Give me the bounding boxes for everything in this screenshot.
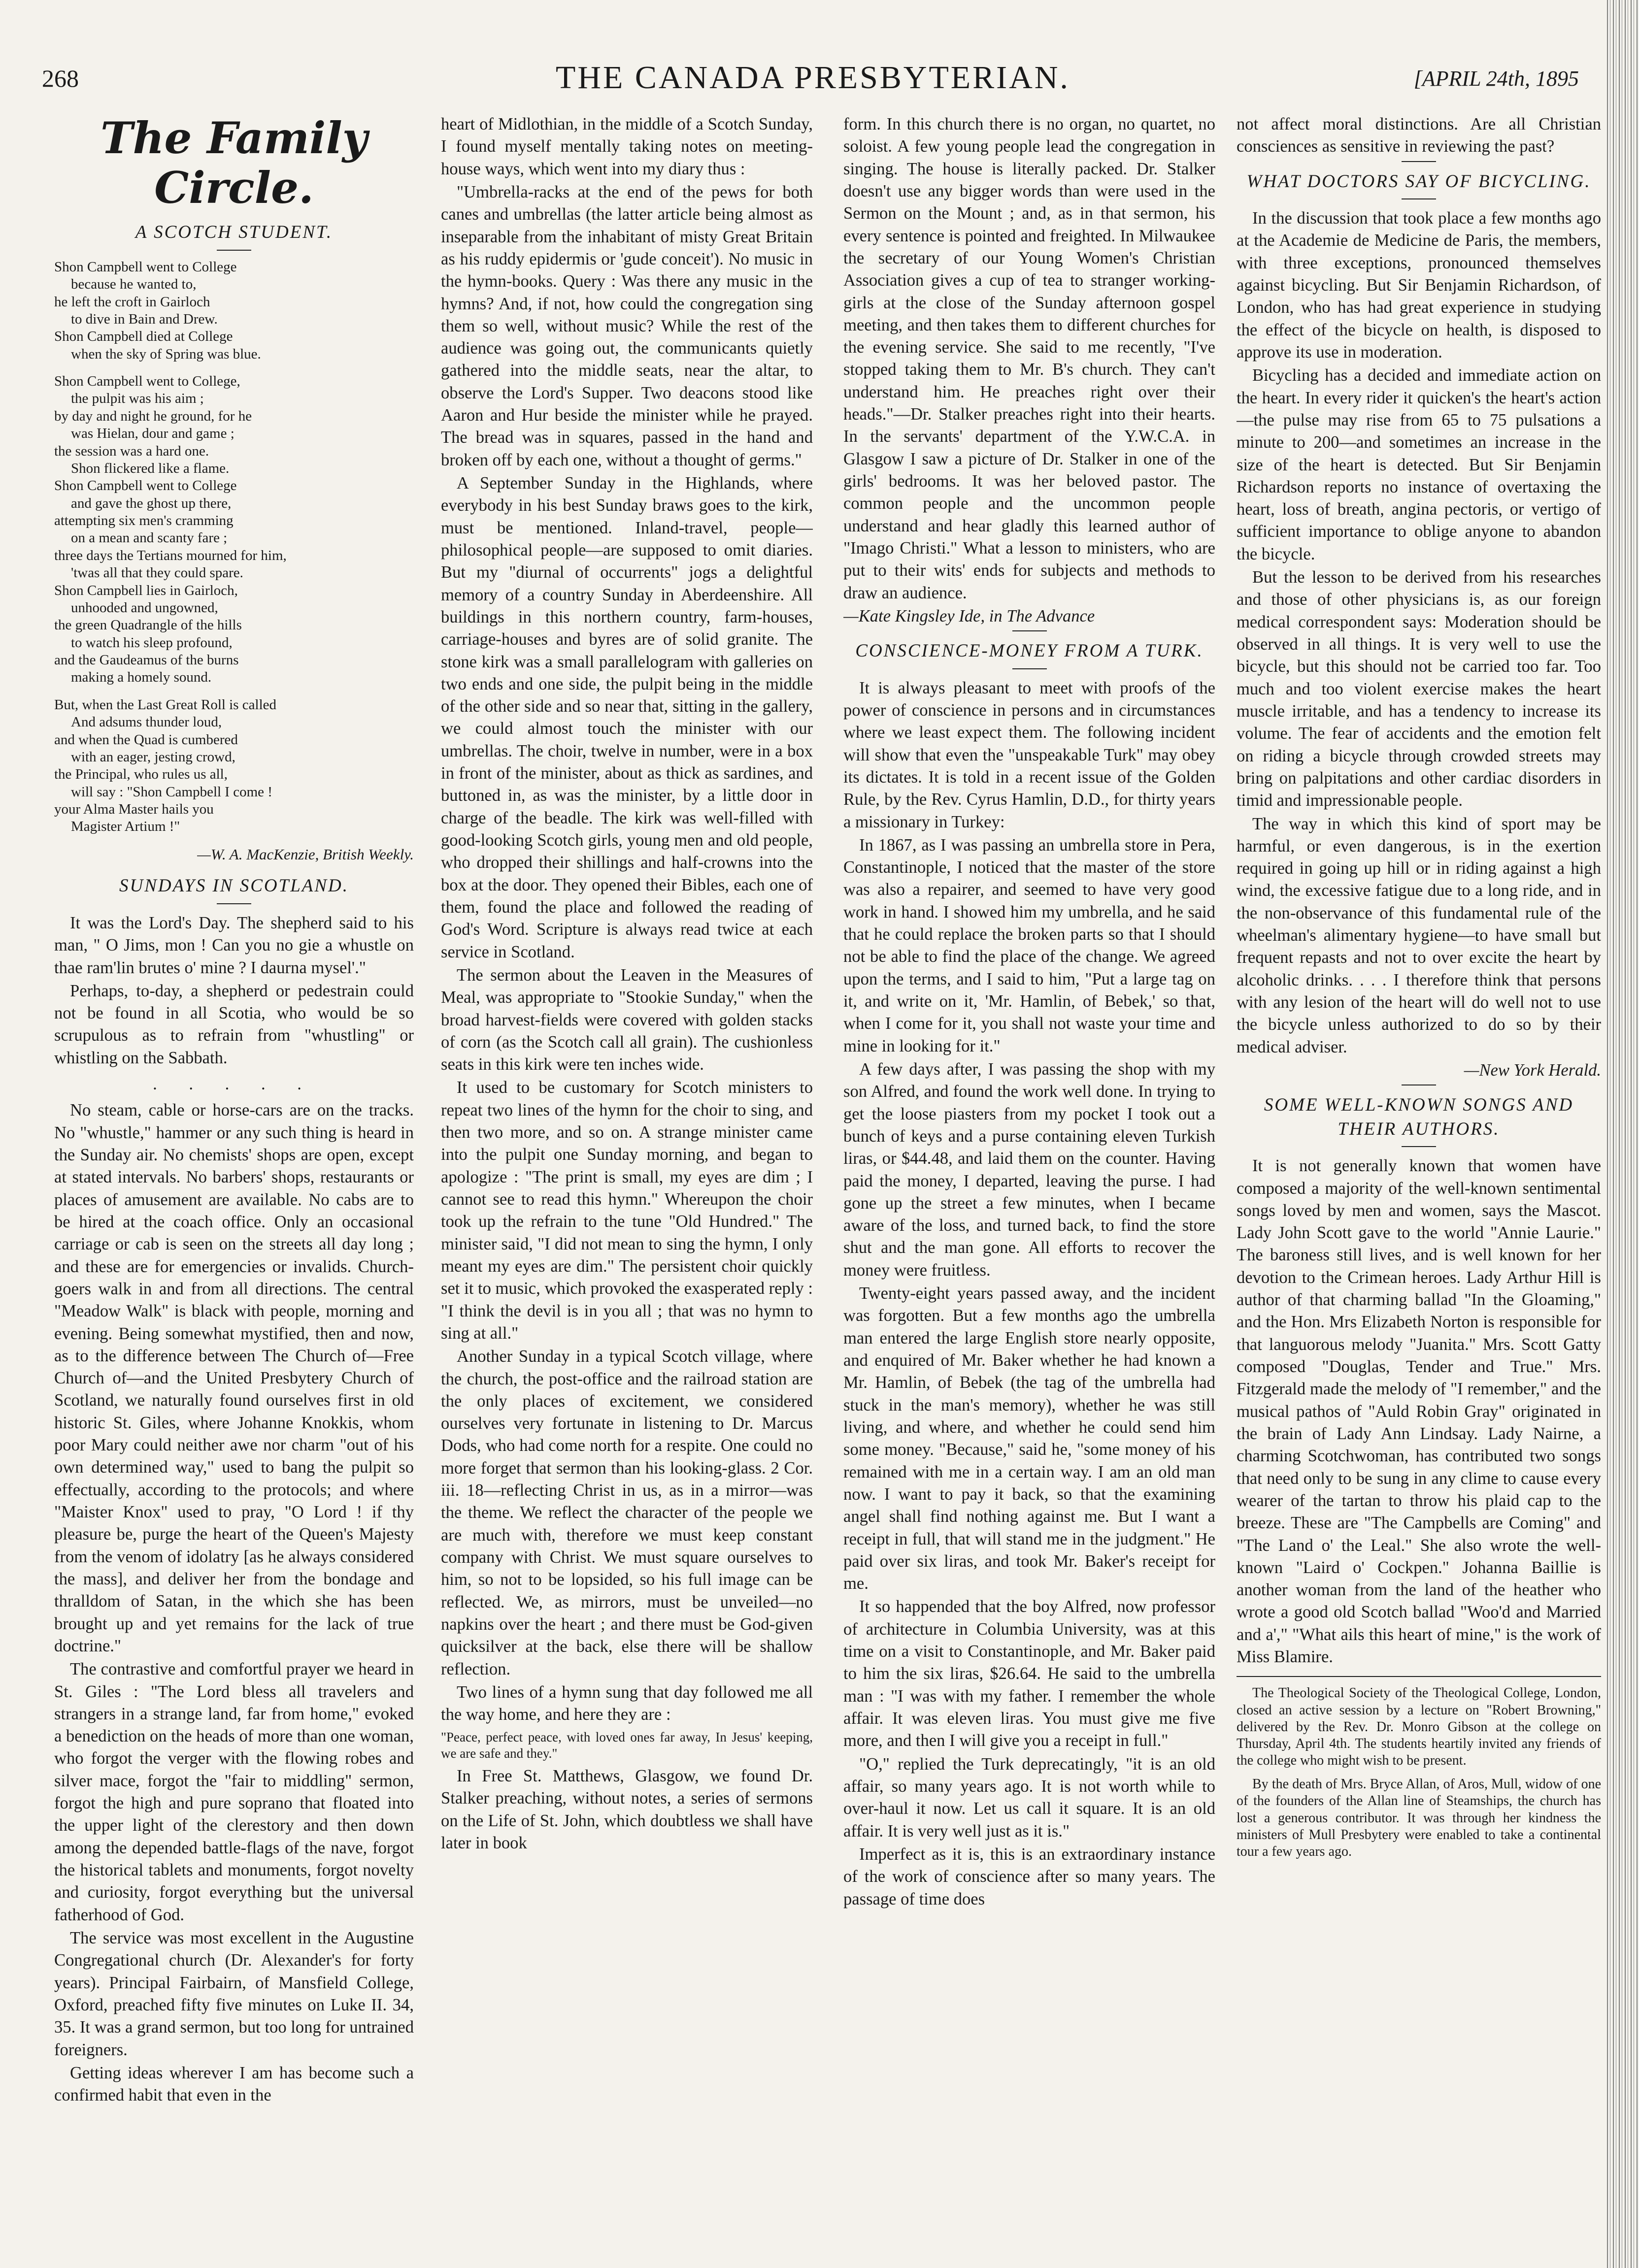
article-title: WHAT DOCTORS SAY OF BICYCLING.	[1246, 171, 1591, 192]
column-1	[54, 113, 414, 2246]
article-credit: —New York Herald.	[1464, 1060, 1601, 1080]
article-title: SOME WELL-KNOWN SONGS AND THEIR AUTHORS.	[1264, 1095, 1574, 1139]
paragraph: "Umbrella-racks at the end of the pews for both canes and umbrellas (the latter article being almost as inseparable from the inhabitant of misty Great Britain as his ruddy epidermis or 'gude conceit'). No music in the hymn-books. Query : Was there any music in the hymns? And, if not, how could the congregation sing them so well, without music? While the rest of the audience was going out, the communicants quietly gathered into the middle seats, near the altar, to observe the Lord's Supper. Two deacons stood like Aaron and Hur beside the minister while he prayed. The bread was in squares, passed in the hand and broken off by each one, without a thought of germs."	[441, 182, 813, 469]
paragraph: It is always pleasant to meet with proofs of the power of conscience in persons and in circumstances where we least expect them. The following incident will show that even the "unspeakable Turk" may obey its dictates. It is told in a recent issue of the Golden Rule, by the Rev. Cyrus Hamlin, D.D., for thirty years a missionary in Turkey:	[843, 678, 1215, 831]
poem-line: your Alma Master hails you	[54, 801, 214, 818]
poem-line: the Principal, who rules us all,	[54, 766, 228, 783]
page-header	[27, 59, 1599, 103]
poem-line: Shon Campbell died at College	[54, 329, 233, 345]
poem-line: the pulpit was his aim ;	[71, 391, 204, 407]
paragraph: A September Sunday in the Highlands, where everybody in his best Sunday braws goes to the kirk, must be mentioned. Inland-travel, people—philosophical people—are supposed to omit diaries. But my "diurnal of occurrents" jogs a delightful memory of a country Sunday in Aberdeenshire. All buildings in this northern country, farm-houses, carriage-houses and byres are of solid granite. The stone kirk was a small parallelogram with galleries on two ends and one side, the pulpit being in the middle of the other side and so near that, sitting in the gallery, we could almost touch the minister with our umbrellas. The choir, twelve in number, were in a box in front of the minister, about as thick as sardines, and buttoned in, as was the minister, by a little door in charge of the beadle. The kirk was well-filled with good-looking Scotch girls, young men and old people, who dropped their shillings and half-crowns into the box at the door. They opened their Bibles, each one of them, found the place and followed the reading of God's Word. Scripture is always read twice at each service in Scotland.	[441, 474, 813, 961]
paragraph: The sermon about the Leaven in the Measures of Meal, was appropriate to "Stookie Sunday," when the broad harvest-fields were covered with golden stacks of corn (as the Scotch call all grain). The cushionless seats in this kirk were ten inches wide.	[441, 965, 813, 1074]
poem-line: But, when the Last Great Roll is called	[54, 696, 277, 713]
poem-line: attempting six men's cramming	[54, 513, 234, 529]
poem-line: when the sky of Spring was blue.	[71, 346, 261, 362]
poem-line: to dive in Bain and Drew.	[71, 311, 218, 327]
poem-line: was Hielan, dour and game ;	[71, 426, 234, 442]
divider	[1012, 630, 1047, 631]
poem-line: and when the Quad is cumbered	[54, 731, 238, 748]
poem-line: he left the croft in Gairloch	[54, 294, 210, 310]
paragraph: Getting ideas wherever I am has become such a confirmed habit that even in the	[54, 2063, 414, 2105]
paragraph: Imperfect as it is, this is an extraordinary instance of the work of conscience after so many years. The passage of time does	[843, 1844, 1215, 1908]
paragraph: In Free St. Matthews, Glasgow, we found Dr. Stalker preaching, without notes, a series of sermons on the Life of St. John, which doubtless we shall have later in book	[441, 1767, 813, 1852]
column-2	[441, 113, 813, 2246]
poem-line: by day and night he ground, for he	[54, 408, 252, 424]
divider	[217, 250, 251, 251]
paragraph: It is not generally known that women have composed a majority of the well-known sentimental songs loved by men and women, says the Mascot. Lady John Scott gave to the world "Annie Laurie." The baroness still lives, and is well known for her devotion to the Crimean heroes. Lady Arthur Hill is author of that charming ballad "In the Gloaming," and the Hon. Mrs Elizabeth Norton is responsible for that languorous melody "Juanita." Mrs. Scott Gatty composed "Douglas, Tender and True." Mrs. Fitzgerald made the melody of "I remember," and the musical pathos of "Auld Robin Gray" originated in the brain of Lady Ann Lindsay. Lady Nairne, a charming Scotchwoman, has contributed two songs that need only to be sung in any clime to cause every wearer of the tartan to throw his plaid cap to the breeze. These are "The Campbells are Coming" and "The Land o' the Leal." She also wrote the well-known "Laird o' Cockpen." Johanna Baillie is another woman from the land of the heather who wrote a good old Scotch ballad "Woo'd and Married and a'," "What ails this heart of mine," is the work of Miss Blamire.	[1237, 1156, 1601, 1667]
poem-line	[54, 687, 414, 696]
poem-line: to watch his sleep profound,	[71, 634, 233, 651]
divider	[1402, 161, 1436, 162]
column-3	[843, 113, 1215, 2246]
poem-line: because he wanted to,	[71, 276, 197, 293]
divider	[1402, 198, 1436, 199]
issue-date: [APRIL 24th, 1895	[1413, 66, 1579, 91]
poem-line: Shon Campbell went to College,	[54, 373, 240, 390]
paragraph: form. In this church there is no organ, no quartet, no soloist. A few young people lead the congregation in singing. The house is literally packed. Dr. Stalker doesn't use any bigger words than were used in the Sermon on the Mount ; and, as in that sermon, his every sentence is pointed and freighted. In Milwaukee the secretary of our Young Women's Christian Association gives a cup of tea to stranger working-girls at the close of the Sunday afternoon gospel meeting, and then takes them to different churches for the evening service. She said to me recently, "I've stopped taking them to Mr. B's church. They can't understand him. He preaches right over their heads."—Dr. Stalker preaches right into their hearts. In the servants' department of the Y.W.C.A. in Glasgow I saw a picture of Dr. Stalker in one of the girls' bedrooms. It was her beloved pastor. The common people and the uncommon people understand and hear gladly this learned author of "Imago Christi." What a lesson to ministers, who are put to their wits' ends for subjects and methods to draw an audience.	[843, 115, 1215, 602]
section-masthead: The Family Circle.	[100, 113, 368, 214]
poem-line	[54, 363, 414, 373]
divider	[1237, 1676, 1601, 1677]
poem-line: 'twas all that they could spare.	[71, 565, 243, 581]
paragraph: not affect moral distinctions. Are all Christian consciences as sensitive in reviewing the past?	[1237, 115, 1601, 156]
poem-line: Shon Campbell lies in Gairloch,	[54, 582, 238, 598]
paragraph: No steam, cable or horse-cars are on the tracks. No "whustle," hammer or any such thing is heard in the Sunday air. No chemists' shops are open, except at stated intervals. No barbers' shops, restaurants or places of amusement are available. No cabs are to be hired at the coach office. Only an occasional carriage or cab is seen on the streets all day long ; and these are for emergencies or invalids. Church-goers walk in and from all directions. The central "Meadow Walk" is black with people, morning and evening. Being somewhat mystified, then and now, as to the difference between The Church of—Free Church of—and the United Presbytery Church of Scotland, we naturally found ourselves first in old historic St. Giles, where Johanne Knokkis, whom poor Mary could neither awe nor charm "out of his own determined way," used to bang the pulpit so effectually, according to the protocols; and where "Maister Knox" used to pray, "O Lord ! if thy pleasure be, purge the heart of the Queen's Majesty from the venom of idolatry [as he always considered the mass], and deliver her from the bondage and thralldom of Satan, in the which she has been brought up and yet remains for the lack of true doctrine."	[54, 1101, 414, 1655]
paragraph: It was the Lord's Day. The shepherd said to his man, " O Jims, mon ! Can you no gie a whustle on thae ram'lin brutes o' mine ? I daurna mysel'."	[54, 913, 414, 977]
poem-line: the green Quadrangle of the hills	[54, 617, 242, 633]
paragraph: Twenty-eight years passed away, and the incident was forgotten. But a few months ago the umbrella man entered the large English store nearly opposite, and enquired of Mr. Baker whether he had known a Mr. Hamlin, of Bebek (the tag of the umbrella had stuck in the man's memory), whether he was still living, and where, and whether he could send him some money. "Because," said he, "some money of his remained with me in a certain way. I am an old man now. I want to pay it back, so that the examining angel shall find nothing against me. But I want a receipt in full, that will stand me in the judgment." He paid over six liras, and took Mr. Baker's receipt for me.	[843, 1284, 1215, 1593]
poem-line: Magister Artium !"	[71, 819, 180, 835]
paragraph: It so happended that the boy Alfred, now professor of architecture in Columbia University, was at this time on a visit to Constantinople, and Mr. Baker paid to him the six liras, $26.64. He said to the umbrella man : "I was with my father. I remember the whole affair. It was eleven liras. You must give me five more, and then I will give you a receipt in full."	[843, 1597, 1215, 1750]
paragraph: But the lesson to be derived from his researches and those of other physicians is, as our foreign medical correspondent says: Moderation should be observed in all things. It is very well to use the bicycle, but this should not be carried too far. Too much and too violent exercise makes the heart muscle irritable, and has a tendency to increase its volume. The fear of accidents and the emotion felt on riding a bicycle through crowded streets may bring on palpitations and other cardiac disorders in timid and impressionable people.	[1237, 568, 1601, 810]
paragraph: The service was most excellent in the Augustine Congregational church (Dr. Alexander's for forty years). Principal Fairbairn, of Mansfield College, Oxford, preached fifty five minutes on Luke II. 34, 35. It was a grand sermon, but too long for untrained foreigners.	[54, 1928, 414, 2059]
paragraph: The way in which this kind of sport may be harmful, or even dangerous, is in the exertion required in going up hill or in riding against a high wind, the excessive fatigue due to a long ride, and in the non-observance of this fundamental rule of the wheelman's alimentary hygiene—to have small but frequent repasts and not to over excite the heart by alcoholic drinks. . . . I therefore think that persons with any lesion of the heart will do well not to use the bicycle unless authorized to do so by their medical adviser.	[1237, 814, 1601, 1056]
publication-title: THE CANADA PRESBYTERIAN.	[556, 60, 1070, 96]
paragraph: A few days after, I was passing the shop with my son Alfred, and found the work well done. In trying to get the loose piasters from my pocket I took out a bunch of keys and a purse containing eleven Turkish liras, or $44.48, and laid them on the counter. Having paid the money, I departed, leaving the purse. I had gone up the street a few minutes, when I became aware of the loss, and turned back, to find the store shut and the man gone. All efforts to recover the money were fruitless.	[843, 1059, 1215, 1280]
paragraph: In 1867, as I was passing an umbrella store in Pera, Constantinople, I noticed that the master of the store was also a repairer, and seemed to have very good work in hand. I showed him my umbrella, and he said that he could replace the broken parts so that I should not be able to find the place of the change. We agreed upon the terms, and I said to him, "Put a large tag on it, and write on it, 'Mr. Hamlin, of Bebek,' so that, when I come for it, you shall not waste your time and mine in looking for it."	[843, 835, 1215, 1055]
poem-line: Shon flickered like a flame.	[71, 460, 230, 476]
poem-line: on a mean and scanty fare ;	[71, 530, 228, 546]
paragraph: Perhaps, to-day, a shepherd or pedestrain could not be found in all Scotia, who would be so scrupulous as to refrain from "whustling" or whistling on the Sabbath.	[54, 981, 414, 1067]
poem-line: Shon Campbell went to College	[54, 478, 237, 494]
poem-line: and the Gaudeamus of the burns	[54, 652, 239, 668]
adjacent-page-edge	[1607, 0, 1639, 2268]
poem-line: with an eager, jesting crowd,	[71, 749, 235, 765]
ornament-divider: . . . . .	[153, 1075, 315, 1094]
poem-signature: —W. A. MacKenzie, British Weekly.	[197, 845, 414, 863]
hymn-quote: "Peace, perfect peace, with loved ones far away, In Jesus' keeping, we are safe and they."	[441, 1729, 813, 1761]
poem-line: will say : "Shon Campbell I come !	[71, 784, 272, 800]
poem-line: unhooded and ungowned,	[71, 599, 218, 616]
paragraph: In the discussion that took place a few months ago at the Academie de Medicine de Paris, the members, with three exceptions, pronounced themselves against bicycling. But Sir Benjamin Richardson, of London, who has had great experience in studying the effect of the bicycle on health, is disposed to approve its use in moderation.	[1237, 209, 1601, 362]
paragraph: The contrastive and comfortful prayer we heard in St. Giles : "The Lord bless all travelers and strangers in a strange land, far from home," evoked a benediction on the heads of more than one woman, who forgot the verger with the flowing robes and silver mace, forgot the "fair to middling" sermon, forgot the high and pure soprano that floated into the upper light of the clerestory and then down among the depended battle-flags of the nave, forgot the historical tablets and monuments, forgot novelty and curiosity, forgot everything but the universal fatherhood of God.	[54, 1660, 414, 1924]
poem-body	[54, 259, 414, 836]
paragraph: Bicycling has a decided and immediate action on the heart. In every rider it quicken's the heart's action—the pulse may rise from 65 to 75 pulsations a minute to 200—and sometimes an increase in the size of the heart is detected. But Sir Benjamin Richardson reports no instance of overtaxing the heart, loss of breath, angina pectoris, or vertigo of sufficient importance to oblige anyone to abandon the bicycle.	[1237, 366, 1601, 563]
poem-line: Shon Campbell went to College	[54, 259, 237, 275]
page-number: 268	[42, 65, 79, 92]
news-note: The Theological Society of the Theological College, London, closed an active session by a lecture on "Robert Browning," delivered by the Rev. Dr. Monro Gibson at the college on Thursday, April 4th. The students heartily invited any friends of the college who might wish to be present.	[1237, 1685, 1601, 1769]
poem-line: making a homely sound.	[71, 669, 212, 686]
paragraph: Another Sunday in a typical Scotch village, where the church, the post-office and the railroad station are the only places of excitement, we considered ourselves very fortunate in listening to Dr. Marcus Dods, who had come north for a respite. One could no more forget that sermon than his looking-glass. 2 Cor. iii. 18—reflecting Christ in us, as in a mirror—was the theme. We reflect the character of the people we are much with, therefore we must keep constant company with Christ. We must square ourselves to him, so not to be lopsided, so his full image can be reflected. We, as mirrors, must be unveiled—no napkins over the heart ; and there must be God-given quicksilver at the back, else there will be shallow reflection.	[441, 1347, 813, 1678]
article-credit: —Kate Kingsley Ide, in The Advance	[843, 606, 1095, 625]
poem-title: A SCOTCH STUDENT.	[135, 222, 333, 243]
paragraph: "O," replied the Turk deprecatingly, "it is an old affair, so many years ago. It is not worth while to over-haul it now. Let us call it square. It is an old affair. It is very well just as it is."	[843, 1754, 1215, 1841]
column-4	[1237, 113, 1601, 2246]
poem-line: and gave the ghost up there,	[71, 495, 232, 511]
article-title: SUNDAYS IN SCOTLAND.	[119, 876, 349, 896]
divider	[1012, 668, 1047, 669]
paragraph: It used to be customary for Scotch ministers to repeat two lines of the hymn for the choir to sing, and then two more, and so on. A strange minister came into the pulpit one Sunday morning, and began to apologize : "The print is small, my eyes are dim ; I cannot see to read this hymn." Whereupon the choir took up the refrain to the tune "Old Hundred." The minister said, "I did not mean to sing the hymn, I only meant my eyes are dim." The persistent choir quickly set it to music, which provoked the exasperated reply : "I think the devil is in you all ; that was no hymn to sing at all."	[441, 1078, 813, 1343]
divider	[1402, 1146, 1436, 1147]
divider	[217, 903, 251, 904]
news-note: By the death of Mrs. Bryce Allan, of Aros, Mull, widow of one of the founders of the Allan line of Steamships, the church has lost a generous contributor. It was through her kindness the ministers of Mull Presbytery were enabled to take a continental tour a few years ago.	[1237, 1776, 1601, 1859]
paragraph: Two lines of a hymn sung that day followed me all the way home, and here they are :	[441, 1682, 813, 1724]
poem-line: the session was a hard one.	[54, 443, 209, 459]
poem-line: And adsums thunder loud,	[71, 714, 222, 730]
poem-line: three days the Tertians mourned for him,	[54, 547, 287, 563]
article-title: CONSCIENCE-MONEY FROM A TURK.	[855, 641, 1204, 661]
paragraph: heart of Midlothian, in the middle of a Scotch Sunday, I found myself mentally taking notes on meeting-house ways, which went into my diary thus :	[441, 115, 813, 178]
